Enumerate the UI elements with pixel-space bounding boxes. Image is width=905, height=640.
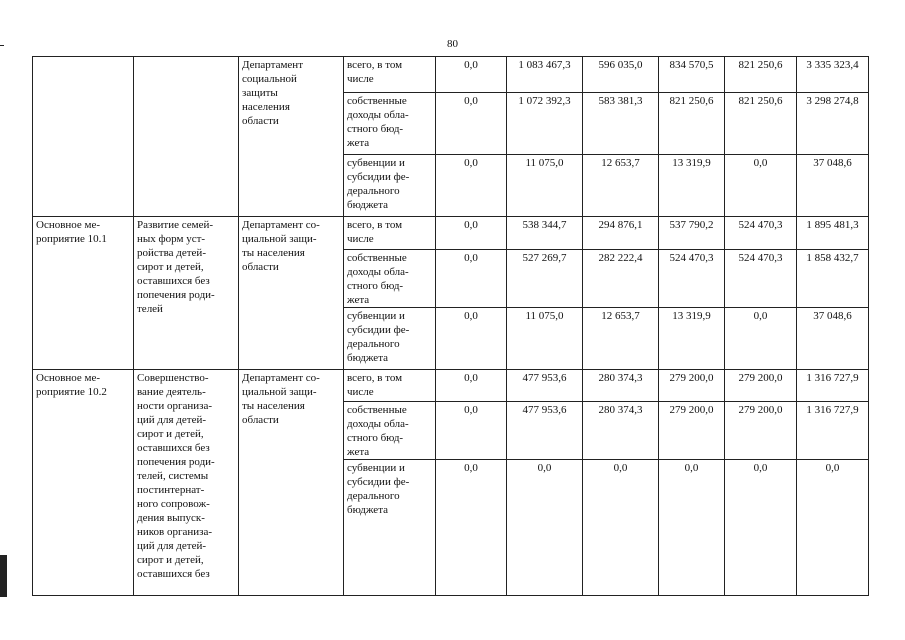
executor-cell: Департамент со- циальной защи- ты населения области bbox=[239, 370, 344, 596]
budget-table bbox=[32, 56, 869, 596]
executor-cell: Департамент социальной защиты населения области bbox=[239, 57, 344, 217]
year-value-cell: 0,0 bbox=[436, 57, 507, 93]
total-value-cell: 37 048,6 bbox=[797, 308, 869, 370]
funding-source-cell: всего, в том числе bbox=[344, 57, 436, 93]
year-value-cell: 0,0 bbox=[436, 155, 507, 217]
year-value-cell: 537 790,2 bbox=[659, 217, 725, 250]
year-value-cell: 527 269,7 bbox=[507, 250, 583, 308]
year-value-cell: 477 953,6 bbox=[507, 402, 583, 460]
year-value-cell: 279 200,0 bbox=[725, 370, 797, 402]
year-value-cell: 0,0 bbox=[507, 460, 583, 596]
year-value-cell: 0,0 bbox=[659, 460, 725, 596]
year-value-cell: 0,0 bbox=[725, 308, 797, 370]
year-value-cell: 279 200,0 bbox=[725, 402, 797, 460]
page-number: 80 bbox=[447, 38, 458, 50]
year-value-cell: 0,0 bbox=[436, 250, 507, 308]
year-value-cell: 0,0 bbox=[436, 370, 507, 402]
funding-source-cell: собственные доходы обла- стного бюд- жета bbox=[344, 402, 436, 460]
total-value-cell: 0,0 bbox=[797, 460, 869, 596]
total-value-cell: 3 335 323,4 bbox=[797, 57, 869, 93]
year-value-cell: 0,0 bbox=[725, 155, 797, 217]
funding-source-cell: всего, в том числе bbox=[344, 217, 436, 250]
total-value-cell: 1 895 481,3 bbox=[797, 217, 869, 250]
year-value-cell: 1 083 467,3 bbox=[507, 57, 583, 93]
year-value-cell: 524 470,3 bbox=[725, 250, 797, 308]
activity-name-cell bbox=[134, 57, 239, 217]
year-value-cell: 477 953,6 bbox=[507, 370, 583, 402]
funding-source-cell: субвенции и субсидии фе- дерального бюджета bbox=[344, 155, 436, 217]
year-value-cell: 12 653,7 bbox=[583, 308, 659, 370]
year-value-cell: 282 222,4 bbox=[583, 250, 659, 308]
activity-code-cell bbox=[33, 57, 134, 217]
year-value-cell: 0,0 bbox=[583, 460, 659, 596]
funding-source-cell: всего, в том числе bbox=[344, 370, 436, 402]
year-value-cell: 280 374,3 bbox=[583, 402, 659, 460]
year-value-cell: 524 470,3 bbox=[659, 250, 725, 308]
scan-edge-mark bbox=[0, 45, 4, 46]
activity-name-cell: Развитие семей- ных форм уст- ройства детей- сирот и детей, оставшихся без попечения роди- телей bbox=[134, 217, 239, 370]
funding-source-cell: субвенции и субсидии фе- дерального бюджета bbox=[344, 460, 436, 596]
total-value-cell: 1 316 727,9 bbox=[797, 402, 869, 460]
total-value-cell: 1 858 432,7 bbox=[797, 250, 869, 308]
year-value-cell: 279 200,0 bbox=[659, 402, 725, 460]
year-value-cell: 279 200,0 bbox=[659, 370, 725, 402]
year-value-cell: 821 250,6 bbox=[659, 93, 725, 155]
year-value-cell: 11 075,0 bbox=[507, 308, 583, 370]
funding-source-cell: собственные доходы обла- стного бюд- жета bbox=[344, 93, 436, 155]
year-value-cell: 11 075,0 bbox=[507, 155, 583, 217]
year-value-cell: 12 653,7 bbox=[583, 155, 659, 217]
funding-source-cell: субвенции и субсидии фе- дерального бюджета bbox=[344, 308, 436, 370]
total-value-cell: 1 316 727,9 bbox=[797, 370, 869, 402]
year-value-cell: 0,0 bbox=[436, 308, 507, 370]
table-row bbox=[33, 217, 869, 250]
year-value-cell: 0,0 bbox=[436, 460, 507, 596]
year-value-cell: 13 319,9 bbox=[659, 308, 725, 370]
year-value-cell: 538 344,7 bbox=[507, 217, 583, 250]
activity-code-cell: Основное ме- роприятие 10.2 bbox=[33, 370, 134, 596]
year-value-cell: 821 250,6 bbox=[725, 93, 797, 155]
year-value-cell: 13 319,9 bbox=[659, 155, 725, 217]
total-value-cell: 3 298 274,8 bbox=[797, 93, 869, 155]
year-value-cell: 1 072 392,3 bbox=[507, 93, 583, 155]
year-value-cell: 0,0 bbox=[725, 460, 797, 596]
year-value-cell: 524 470,3 bbox=[725, 217, 797, 250]
scan-edge-mark bbox=[0, 555, 7, 597]
table-row bbox=[33, 370, 869, 402]
year-value-cell: 280 374,3 bbox=[583, 370, 659, 402]
year-value-cell: 294 876,1 bbox=[583, 217, 659, 250]
executor-cell: Департамент со- циальной защи- ты населения области bbox=[239, 217, 344, 370]
year-value-cell: 0,0 bbox=[436, 93, 507, 155]
activity-code-cell: Основное ме- роприятие 10.1 bbox=[33, 217, 134, 370]
year-value-cell: 596 035,0 bbox=[583, 57, 659, 93]
year-value-cell: 834 570,5 bbox=[659, 57, 725, 93]
total-value-cell: 37 048,6 bbox=[797, 155, 869, 217]
year-value-cell: 0,0 bbox=[436, 402, 507, 460]
activity-name-cell: Совершенство- вание деятель- ности организа- ций для детей- сирот и детей, оставшихся без попечения роди- телей, системы постинтернат- ного сопровож- дения выпуск- ников организа- ций для детей- сирот и детей, оставшихся без bbox=[134, 370, 239, 596]
funding-source-cell: собственные доходы обла- стного бюд- жета bbox=[344, 250, 436, 308]
year-value-cell: 583 381,3 bbox=[583, 93, 659, 155]
year-value-cell: 0,0 bbox=[436, 217, 507, 250]
year-value-cell: 821 250,6 bbox=[725, 57, 797, 93]
table-row bbox=[33, 57, 869, 93]
budget-table-container bbox=[32, 56, 869, 596]
